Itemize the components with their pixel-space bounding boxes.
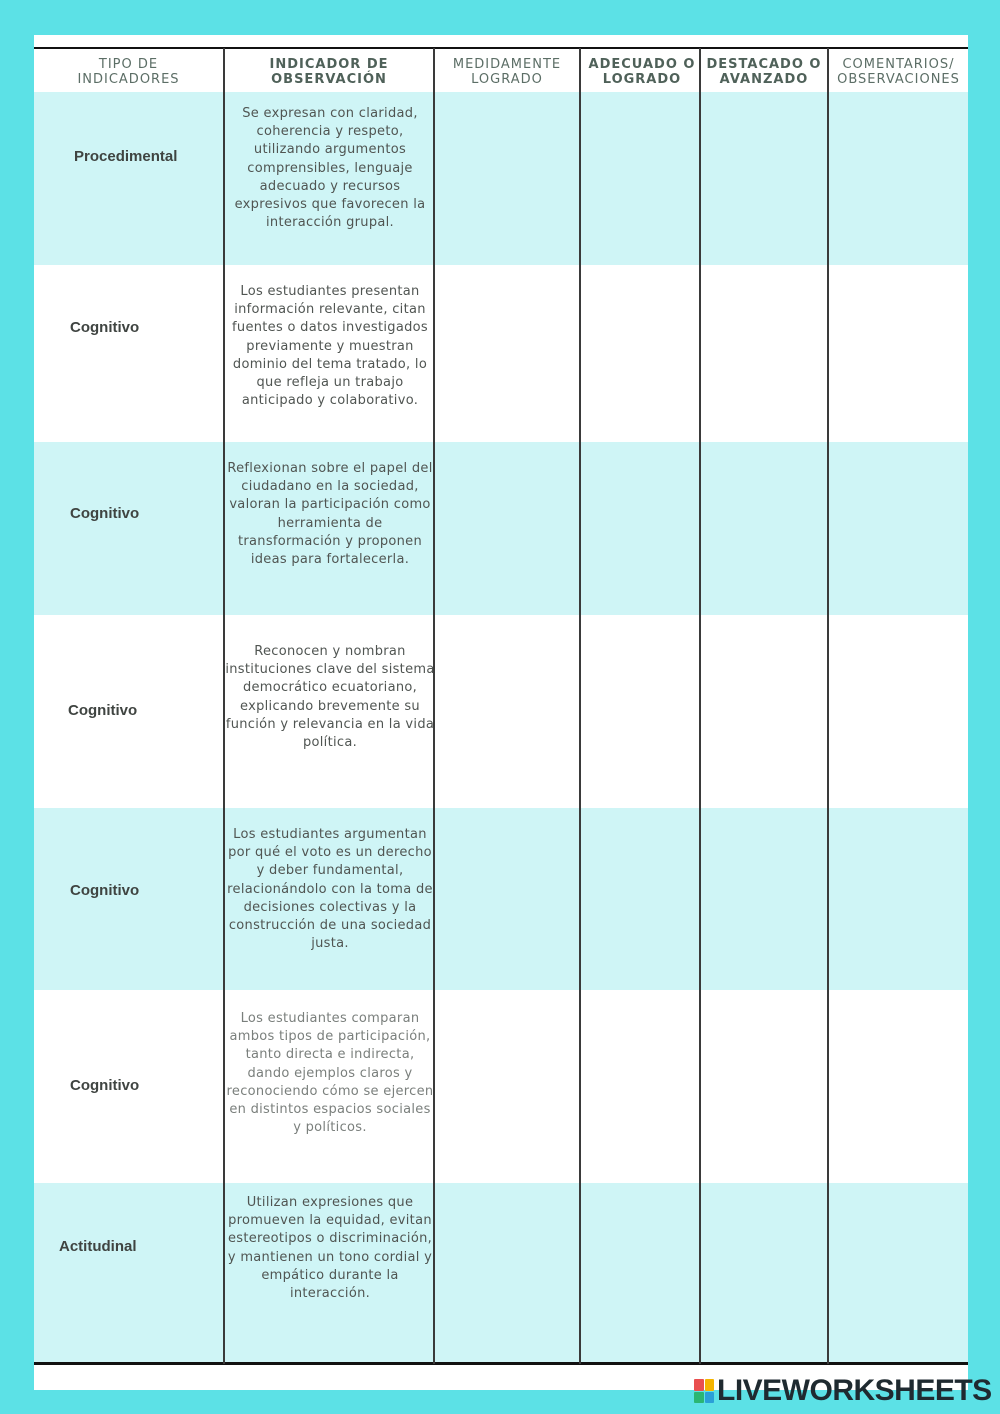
row-4-indicator: Reconocen y nombran instituciones clave del sistema democrático ecuatoriano, explicando brevemente su función y relevancia en la vida política.	[225, 644, 435, 751]
row-2-type: Cognitivo	[70, 319, 140, 336]
row-1-type: Procedimental	[74, 148, 178, 165]
logo-badge-icon	[694, 1379, 714, 1403]
header-tipo: TIPO DE INDICADORES	[77, 57, 180, 87]
header-adecuado: ADECUADO O LOGRADO	[588, 57, 696, 87]
row-1-indicator: Se expresan con claridad, coherencia y respeto, utilizando argumentos comprensibles, lenguaje adecuado y recursos expresivos que favorecen la interacción grupal.	[234, 106, 426, 231]
header-medidamente: MEDIDAMENTE LOGRADO	[452, 57, 562, 87]
header-indicador: INDICADOR DE OBSERVACIÓN	[269, 57, 389, 87]
row-7-indicator: Utilizan expresiones que promueven la equidad, evitan estereotipos o discriminación, y mantienen un tono cordial y empático durante la interacción.	[227, 1195, 433, 1302]
row-7-type: Actitudinal	[59, 1238, 137, 1255]
header-destacado: DESTACADO O AVANZADO	[706, 57, 822, 87]
row-3-indicator: Reflexionan sobre el papel del ciudadano en la sociedad, valoran la participación como herramienta de transformación y proponen ideas para fortalecerla.	[227, 461, 433, 568]
column-divider	[699, 48, 701, 1364]
row-2-indicator: Los estudiantes presentan información relevante, citan fuentes o datos investigados previamente y muestran dominio del tema tratado, lo que refleja un trabajo anticipado y colaborativo.	[232, 284, 428, 409]
logo-badge-square	[694, 1379, 704, 1391]
logo-badge-square	[705, 1379, 715, 1391]
header-comentarios: COMENTARIOS/ OBSERVACIONES	[837, 57, 960, 87]
row-3-type: Cognitivo	[70, 505, 140, 522]
worksheet	[34, 35, 968, 1390]
row-6-indicator: Los estudiantes comparan ambos tipos de participación, tanto directa e indirecta, dando ejemplos claros y reconociendo cómo se ejercen en distintos espacios sociales y políticos.	[226, 1011, 434, 1136]
column-divider	[579, 48, 581, 1364]
logo-text: LIVEWORKSHEETS	[717, 1374, 992, 1407]
row-6-type: Cognitivo	[70, 1077, 140, 1094]
column-divider	[827, 48, 829, 1364]
logo-badge-square	[694, 1392, 704, 1404]
liveworksheets-logo	[694, 1376, 992, 1406]
logo-badge-square	[705, 1392, 715, 1404]
row-4-type: Cognitivo	[68, 702, 138, 719]
row-5-indicator: Los estudiantes argumentan por qué el voto es un derecho y deber fundamental, relacionándolo con la toma de decisiones colectivas y la construcción de una sociedad justa.	[227, 827, 433, 952]
row-5-type: Cognitivo	[70, 882, 140, 899]
